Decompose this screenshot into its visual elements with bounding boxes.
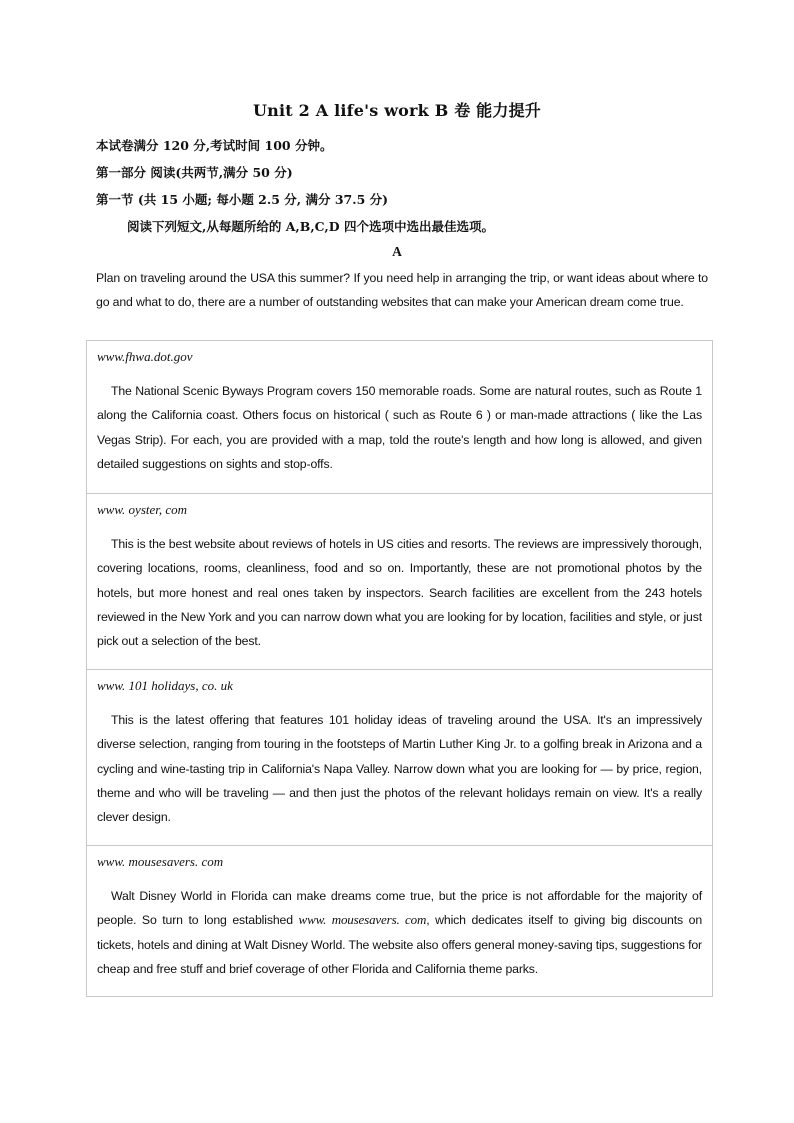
website-url: www. oyster, com <box>97 502 188 517</box>
website-row <box>87 341 712 493</box>
part-heading: 第一部分 阅读(共两节,满分 50 分) <box>96 165 293 180</box>
section-heading: 第一节 (共 15 小题; 每小题 2.5 分, 满分 37.5 分) <box>96 192 389 207</box>
inline-website-url: www. mousesavers. com <box>298 912 427 928</box>
websites-table <box>86 340 713 997</box>
passage-intro: Plan on traveling around the USA this summer? If you need help in arranging the trip, or want ideas about where to go and what to do, there are a number of outstanding websites that can make your American dream come true. <box>96 271 708 310</box>
website-description: This is the latest offering that features 101 holiday ideas of traveling around the USA. It's an impressively diverse selection, ranging from touring in the footsteps of Martin Luther King Jr. to a golfing break in Arizona and a cycling and wine-tasting trip in California's Napa Valley. Narrow down what you are looking for — by price, region, theme and who will be traveling — and then just the photos of the relevant holidays remain on view. It's a really clever design. <box>97 713 702 825</box>
description-text: , which dedicates itself to giving big discounts on tickets, hotels and dining at Walt Disney World. The website also offers general money-saving tips, suggestions for cheap and free stuff and brief coverage of other Florida and California theme parks. <box>97 913 703 976</box>
website-row <box>87 669 712 845</box>
website-description: This is the best website about reviews of hotels in US cities and resorts. The reviews are impressively thorough, covering locations, rooms, cleanliness, food and so on. Importantly, these are not promotional photos by the hotels, but more honest and real ones taken by inspectors. Search facilities are excellent from the 243 hotels reviewed in the New York and you can narrow down what you are looking for by location, facilities and style, or just pick out a selection of the best. <box>97 537 702 649</box>
website-description <box>97 884 702 981</box>
website-url: www. mousesavers. com <box>97 854 224 869</box>
website-row <box>87 493 712 669</box>
website-row <box>87 845 712 996</box>
passage-letter: A <box>392 244 402 259</box>
instruction-text: 阅读下列短文,从每题所给的 A,B,C,D 四个选项中选出最佳选项。 <box>127 219 494 234</box>
page-title: Unit 2 A life's work B 卷 能力提升 <box>252 101 541 120</box>
exam-info: 本试卷满分 120 分,考试时间 100 分钟。 <box>96 138 333 153</box>
website-description: The National Scenic Byways Program covers 150 memorable roads. Some are natural routes, such as Route 1 along the California coast. Others focus on historical ( such as Route 6 ) or man-made attractions ( like the Las Vegas Strip). For each, you are provided with a map, told the route's length and how long is allowed, and given detailed suggestions on sights and stop-offs. <box>97 384 702 471</box>
description-text: Walt Disney World in Florida can make dreams come true, but the price is not affordable for the majority of people. So turn to long established <box>97 889 702 928</box>
website-url: www.fhwa.dot.gov <box>97 349 193 364</box>
website-url: www. 101 holidays, co. uk <box>97 678 233 693</box>
